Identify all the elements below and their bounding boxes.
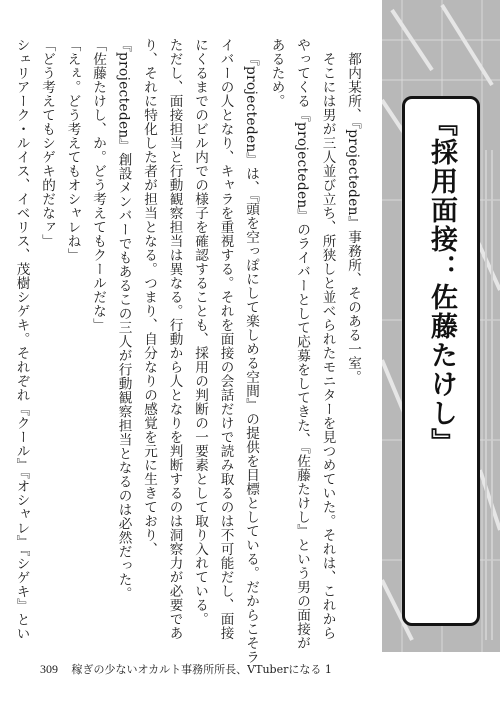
paragraph: にくるまでのビル内での様子を確認することも、採用の判断の一要素として取り入れている。 [192,38,208,626]
paragraph: あるため。 [268,38,285,108]
chapter-title-box [402,96,480,626]
paragraph: ただし、面接担当と行動観察担当は異なる。行動から人となりを判断するのは洞察力が必要であ [166,38,183,640]
paragraph: 『projectеden』創設メンバーでもあるこの三人が行動観察担当となるのは必然だった。 [115,38,132,601]
paragraph: そこには男が三人並び立ち、所狭しと並べられたモニターを見つめていた。それは、これから [319,51,336,640]
paragraph: イバーの人となり、キャラを重視する。それを面接の会話だけで読み取るのは不可能だし、面接 [217,38,234,640]
body-text [13,38,365,664]
paragraph: 『projectеden』は、『頭を空っぽにして楽しめる空間』の提供を目標としている。だからこそラ [243,51,259,664]
chapter-title: 『採用面接：佐藤たけし』 [426,109,457,457]
paragraph: 都内某所、『projectеden』事務所、そのある一室。 [345,51,361,384]
dialogue-line: 「どう考えてもシゲキ的だなァ」 [39,38,55,248]
running-title: 稼ぎの少ないオカルト事務所所長、VTuberになる 1 [71,663,332,676]
dialogue-line: 「佐藤たけし、か。どう考えてもクールだな」 [90,38,106,332]
chapter-banner [382,0,500,652]
page-footer [40,661,332,677]
dialogue-line: 「えぇ。どう考えてもオシャレね」 [64,38,81,262]
paragraph: やってくる『projectеden』のライバーとして応募をしてきた、『佐藤たけし』という男の面接が [294,38,310,650]
paragraph: シェリアーク・ルイス、イベリス、茂樹シゲキ。それぞれ『クール』『オシャレ』『シゲキ』とい [13,38,30,641]
page-number: 309 [40,662,58,676]
paragraph: り、それに特化した者が担当となる。つまり、自分なりの感覚を元に生きており、 [141,38,157,556]
